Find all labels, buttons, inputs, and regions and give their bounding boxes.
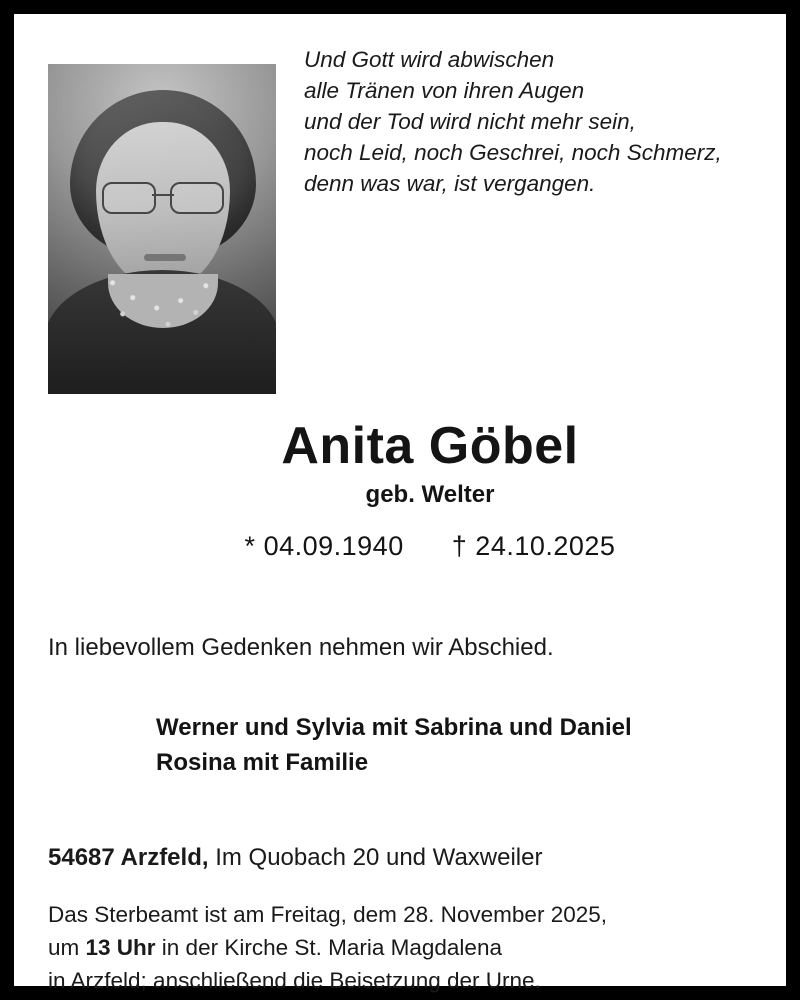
death-date: 24.10.2025	[475, 531, 616, 561]
service-line-2	[48, 931, 752, 964]
service-details	[48, 898, 752, 997]
verse-line: Und Gott wird abwischen	[304, 47, 555, 72]
service-time-prefix: um	[48, 935, 86, 960]
maiden-name: geb. Welter	[365, 481, 495, 508]
glasses-icon	[100, 182, 226, 212]
family-block	[48, 710, 752, 780]
name-block	[48, 417, 752, 562]
service-line-3: in Arzfeld; anschließend die Beisetzung der Urne.	[48, 968, 541, 993]
service-line-1: Das Sterbeamt ist am Freitag, dem 28. November 2025,	[48, 902, 607, 927]
family-line: Werner und Sylvia mit Sabrina und Daniel	[156, 714, 632, 741]
verse-line: denn was war, ist vergangen.	[304, 171, 596, 196]
glasses-bridge	[152, 194, 174, 196]
memorial-line: In liebevollem Gedenken nehmen wir Abschied.	[48, 634, 554, 661]
verse-line: noch Leid, noch Geschrei, noch Schmerz,	[304, 140, 722, 165]
death-symbol: †	[451, 531, 468, 561]
address-city: 54687 Arzfeld,	[48, 844, 209, 871]
verse-line: und der Tod wird nicht mehr sein,	[304, 109, 636, 134]
birth-date: 04.09.1940	[263, 531, 404, 561]
address-line	[48, 844, 752, 872]
header-row	[48, 42, 752, 394]
address-detail: Im Quobach 20 und Waxweiler	[208, 844, 543, 871]
birth-symbol: *	[244, 531, 256, 561]
verse-block	[276, 42, 752, 199]
service-time: 13 Uhr	[85, 935, 156, 960]
portrait-photo	[48, 64, 276, 394]
family-line: Rosina mit Familie	[156, 749, 369, 776]
deceased-name: Anita Göbel	[281, 417, 579, 475]
photo-mouth	[144, 254, 186, 261]
life-dates	[108, 531, 752, 562]
verse-line: alle Tränen von ihren Augen	[304, 78, 585, 103]
service-place: in der Kirche St. Maria Magdalena	[155, 935, 502, 960]
